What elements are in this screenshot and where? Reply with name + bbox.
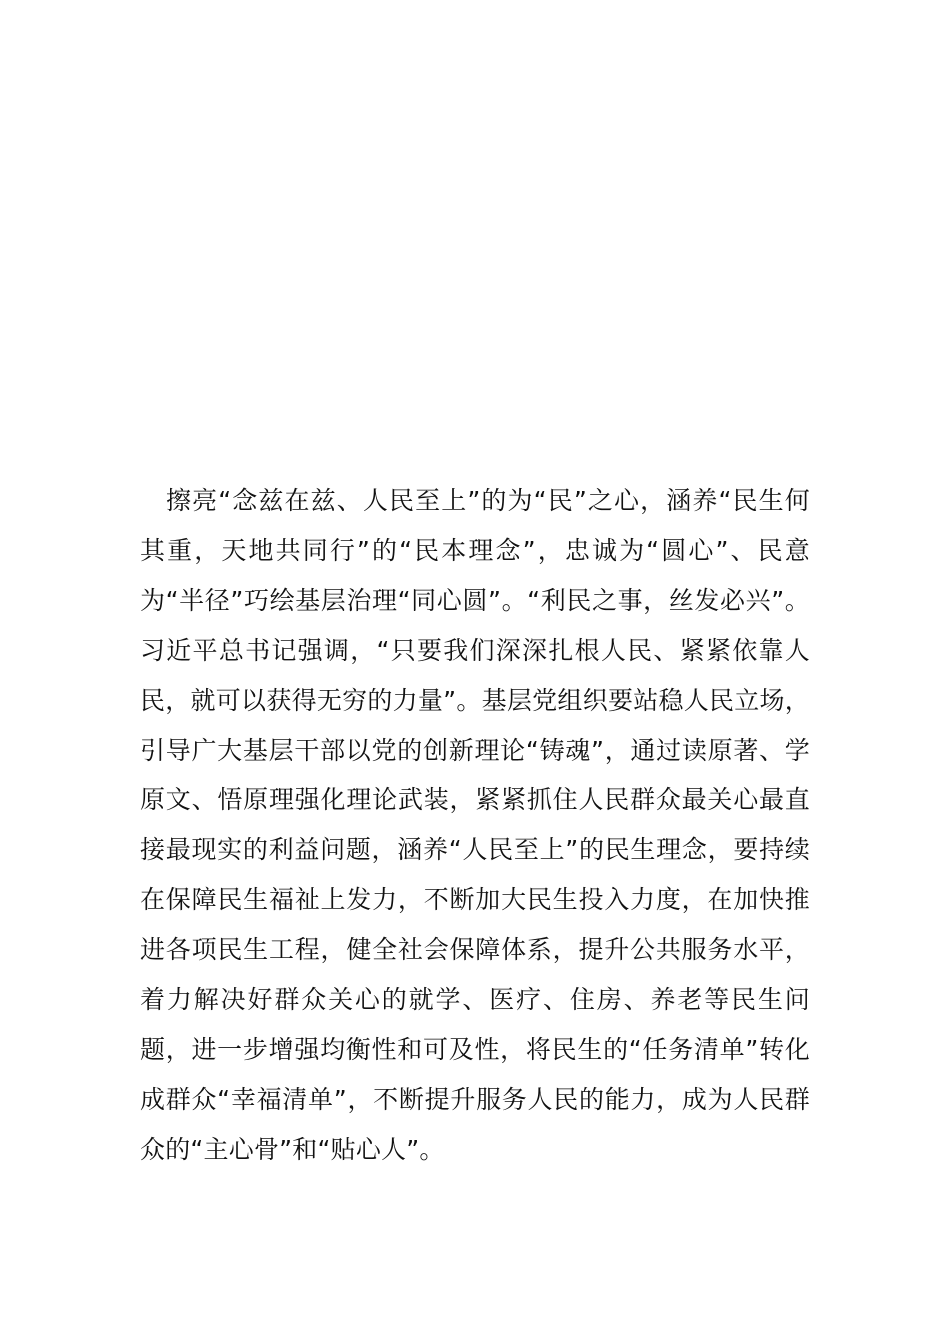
- body-paragraph: 擦亮“念兹在兹、人民至上”的为“民”之心，涵养“民生何其重，天地共同行”的“民本理念”，忠诚为“圆心”、民意为“半径”巧绘基层治理“同心圆”。“利民之事，丝发必兴”。习近平总书记强调，“只要我们深深扎根人民、紧紧依靠人民，就可以获得无穷的力量”。基层党组织要站稳人民立场，引导广大基层干部以党的创新理论“铸魂”，通过读原著、学原文、悟原理强化理论武装，紧紧抓住人民群众最关心最直接最现实的利益问题，涵养“人民至上”的民生理念，要持续在保障民生福祉上发力，不断加大民生投入力度，在加快推进各项民生工程，健全社会保障体系，提升公共服务水平，着力解决好群众关心的就学、医疗、住房、养老等民生问题，进一步增强均衡性和可及性，将民生的“任务清单”转化成群众“幸福清单”，不断提升服务人民的能力，成为人民群众的“主心骨”和“贴心人”。: [140, 486, 810, 1164]
